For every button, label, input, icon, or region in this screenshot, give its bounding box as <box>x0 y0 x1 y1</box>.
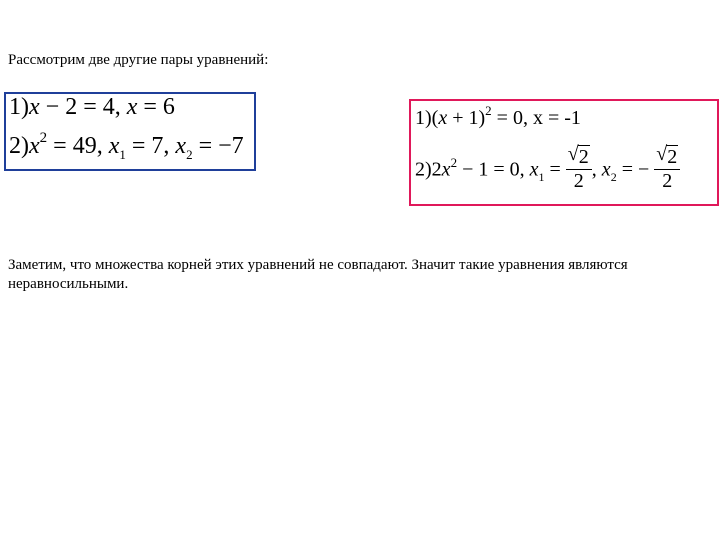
square-root <box>656 145 678 169</box>
fraction-sqrt2-over-2 <box>654 145 680 193</box>
radical-sign-icon: √ <box>656 143 668 165</box>
exponent: 2 <box>39 130 48 146</box>
equation-left-1 <box>9 94 175 121</box>
equation-number: 1)( <box>415 107 439 129</box>
variable-x1: x <box>529 158 539 181</box>
root-value: = 7, <box>125 133 176 159</box>
subscript: 1 <box>538 169 545 184</box>
comma: , <box>591 158 602 181</box>
denominator: 2 <box>573 170 584 192</box>
variable-x2: x <box>175 133 187 159</box>
variable-x: x <box>438 107 448 129</box>
equation-right-1 <box>415 103 581 130</box>
equation-number: 2)2 <box>415 158 442 181</box>
equation-root: = 6 <box>137 94 175 120</box>
fraction-sqrt2-over-2 <box>566 145 592 193</box>
radical-sign-icon: √ <box>567 143 579 165</box>
equation-left-2 <box>9 130 244 162</box>
radicand: 2 <box>667 146 678 168</box>
radicand: 2 <box>578 146 589 168</box>
subscript: 1 <box>119 147 126 162</box>
variable-x2: x <box>601 158 611 181</box>
equation-box-left <box>4 92 256 171</box>
equation-box-right <box>409 99 719 206</box>
intro-text: Рассмотрим две другие пары уравнений: <box>8 52 269 68</box>
conclusion-text: Заметим, что множества корней этих уравнений не совпадают. Значит такие уравнения являются неравносильными. <box>8 257 628 292</box>
equation-plus: + 1) <box>447 107 486 129</box>
equals-sign: = <box>544 158 566 181</box>
equation-relation: − 1 = 0, <box>457 158 530 181</box>
variable-x: x <box>126 94 138 120</box>
subscript: 2 <box>610 169 617 184</box>
equals-minus-sign: = − <box>616 158 655 181</box>
variable-x: x <box>29 133 40 159</box>
exponent: 2 <box>485 103 492 118</box>
equation-rest: = 0, x = -1 <box>491 107 581 129</box>
denominator: 2 <box>662 170 673 192</box>
equation-number: 1) <box>9 94 29 120</box>
equation-relation: = 49, <box>47 133 109 159</box>
equation-right-2 <box>415 143 680 195</box>
variable-x: x <box>441 158 451 181</box>
root-value: = −7 <box>192 133 244 159</box>
variable-x: x <box>29 94 40 120</box>
equation-number: 2) <box>9 133 29 159</box>
subscript: 2 <box>186 147 193 162</box>
equation-relation: − 2 = 4, <box>39 94 127 120</box>
variable-x1: x <box>108 133 120 159</box>
exponent: 2 <box>450 154 458 170</box>
square-root <box>568 145 590 169</box>
